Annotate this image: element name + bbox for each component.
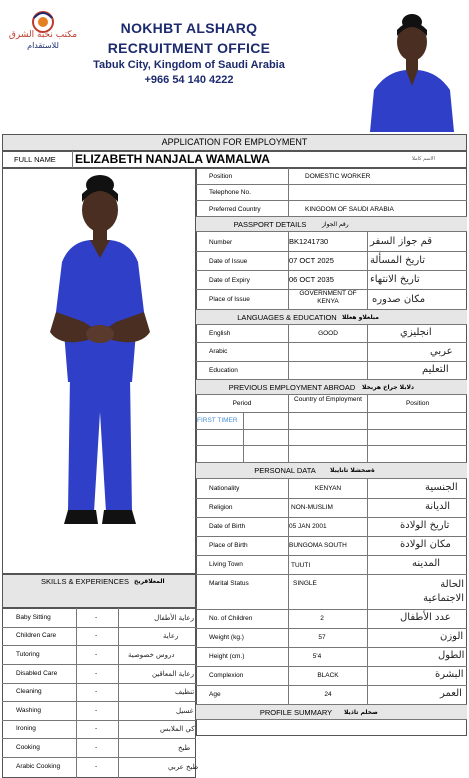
birthplace-label-ar: مكان الولادة bbox=[400, 539, 451, 550]
dob-label-ar: تاريخ الولادة bbox=[400, 520, 450, 531]
english-value: GOOD bbox=[318, 330, 338, 337]
skill-disabled-care-value: - bbox=[95, 670, 98, 677]
details-panel bbox=[196, 168, 467, 736]
marital-value: SINGLE bbox=[293, 580, 317, 587]
nationality-label-ar: الجنسية bbox=[425, 482, 458, 493]
passport-expiry-label: Date of Expiry bbox=[209, 277, 250, 284]
preferred-country-value: KINGDOM OF SAUDI ARABIA bbox=[305, 206, 394, 213]
employment-period-header: Period bbox=[232, 400, 252, 407]
height-label-ar: الطول bbox=[438, 650, 465, 661]
age-value: 24 bbox=[324, 691, 332, 698]
candidate-portrait-photo bbox=[366, 12, 458, 132]
height-label: Height (cm.) bbox=[209, 653, 245, 660]
skill-arabic-cooking-value: - bbox=[95, 763, 98, 770]
languages-section-title-ar: مبلغلاو هغللا bbox=[342, 314, 379, 321]
birthplace-value: BUNGOMA SOUTH bbox=[289, 542, 347, 549]
living-town-value: TUUTI bbox=[291, 562, 311, 569]
children-label: No. of Children bbox=[209, 615, 253, 622]
marital-label: Marital Status bbox=[209, 580, 249, 587]
application-title: APPLICATION FOR EMPLOYMENT bbox=[161, 137, 308, 147]
employment-first-timer: FIRST TIMER bbox=[197, 417, 238, 424]
full-name-value: ELIZABETH NANJALA WAMALWA bbox=[75, 152, 270, 166]
english-label-ar: انجليزي bbox=[400, 327, 432, 338]
religion-label: Religion bbox=[209, 504, 233, 511]
languages-section-title: LANGUAGES & EDUCATION bbox=[237, 313, 337, 322]
weight-value: 57 bbox=[318, 634, 326, 641]
living-town-label: Living Town bbox=[209, 561, 243, 568]
skill-baby-sitting-ar: رعاية الأطفال bbox=[154, 614, 194, 622]
passport-section-title: PASSPORT DETAILS bbox=[233, 220, 307, 229]
complexion-value: BLACK bbox=[317, 672, 339, 679]
skill-disabled-care-ar: رعاية المعاقين bbox=[151, 670, 194, 678]
skill-arabic-cooking-ar: طبخ عربي bbox=[168, 763, 199, 771]
company-subtitle: RECRUITMENT OFFICE bbox=[107, 40, 271, 56]
skill-arabic-cooking-label: Arabic Cooking bbox=[16, 763, 61, 770]
personal-section-title: PERSONAL DATA bbox=[254, 466, 316, 475]
telephone-label: Telephone No. bbox=[209, 189, 251, 196]
passport-issue-label-ar: تاريخ المسألة bbox=[370, 255, 426, 266]
full-name-label: FULL NAME bbox=[14, 155, 56, 164]
passport-place-label: Place of Issue bbox=[209, 296, 250, 303]
complexion-label: Complexion bbox=[209, 672, 244, 679]
age-label: Age bbox=[209, 691, 221, 698]
skill-children-care-ar: رعاية bbox=[163, 632, 179, 640]
skills-section-title: SKILLS & EXPERIENCES bbox=[41, 577, 129, 586]
education-label: Education bbox=[209, 367, 238, 374]
logo-arabic-name: مكتب نخبة الشرق bbox=[8, 30, 78, 40]
skills-section-title-ar: المعلاقريخ bbox=[134, 578, 165, 585]
candidate-full-body-photo bbox=[40, 172, 160, 542]
position-label: Position bbox=[209, 173, 233, 180]
company-name: NOKHBT ALSHARQ bbox=[120, 20, 258, 36]
skill-washing-label: Washing bbox=[16, 707, 42, 714]
passport-section-title-ar: رقم الجواز bbox=[322, 221, 349, 228]
employment-section-title: PREVIOUS EMPLOYMENT ABROAD bbox=[228, 383, 356, 392]
skill-ironing-ar: كي الملابس bbox=[160, 725, 195, 733]
weight-label-ar: الوزن bbox=[440, 631, 464, 642]
arabic-label-ar: عربي bbox=[430, 346, 453, 357]
children-value: 2 bbox=[320, 615, 324, 622]
passport-expiry-label-ar: تاريخ الانتهاء bbox=[370, 274, 420, 285]
height-value: 5'4 bbox=[312, 653, 322, 660]
personal-section-title-ar: ةصخشلا تانايبلا bbox=[330, 467, 375, 474]
skill-children-care-label: Children Care bbox=[16, 632, 57, 639]
education-label-ar: التعليم bbox=[422, 364, 449, 375]
skill-baby-sitting-label: Baby Sitting bbox=[16, 614, 51, 621]
age-label-ar: العمر bbox=[440, 688, 462, 699]
profile-summary-title: PROFILE SUMMARY bbox=[259, 708, 333, 717]
position-value: DOMESTIC WORKER bbox=[305, 173, 371, 180]
employment-position-header: Position bbox=[405, 400, 430, 407]
profile-summary-title-ar: صخلم تاذيلا bbox=[344, 709, 378, 716]
logo-arabic-sub: للاستقدام bbox=[27, 41, 59, 50]
dob-value: 05 JAN 2001 bbox=[289, 523, 327, 530]
passport-number-value: BK1241730 bbox=[289, 237, 329, 246]
religion-value: NON-MUSLIM bbox=[291, 504, 333, 511]
full-name-label-ar: الاسم كاملا bbox=[412, 156, 435, 162]
skill-tutoring-ar: دروس خصوصية bbox=[128, 651, 175, 659]
weight-label: Weight (kg.) bbox=[209, 634, 244, 641]
skill-tutoring-label: Tutoring bbox=[16, 651, 40, 658]
skill-cleaning-label: Cleaning bbox=[16, 688, 42, 695]
skill-cooking-label: Cooking bbox=[16, 744, 40, 751]
skill-cooking-value: - bbox=[95, 744, 98, 751]
employment-section-title-ar: دلابلا جراخ هربخلا bbox=[362, 384, 414, 391]
marital-label-ar: الحالة الاجتماعية bbox=[423, 579, 464, 604]
company-location: Tabuk City, Kingdom of Saudi Arabia bbox=[93, 59, 285, 71]
complexion-label-ar: البشرة bbox=[435, 669, 464, 680]
skill-ironing-label: Ironing bbox=[16, 725, 36, 732]
skill-cooking-ar: طبخ bbox=[178, 744, 191, 752]
nationality-label: Nationality bbox=[209, 485, 240, 492]
skill-disabled-care-label: Disabled Care bbox=[16, 670, 58, 677]
dob-label: Date of Birth bbox=[209, 523, 246, 530]
skill-baby-sitting-value: - bbox=[95, 614, 98, 621]
skill-cleaning-value: - bbox=[95, 688, 98, 695]
skill-washing-value: - bbox=[95, 707, 98, 714]
passport-issue-value: 07 OCT 2025 bbox=[289, 256, 334, 265]
skill-children-care-value: - bbox=[95, 632, 98, 639]
preferred-country-label: Preferred Country bbox=[209, 206, 261, 213]
skill-washing-ar: غسيل bbox=[176, 707, 194, 715]
skill-tutoring-value: - bbox=[95, 651, 98, 658]
passport-number-label: Number bbox=[209, 239, 233, 246]
arabic-label: Arabic bbox=[209, 348, 228, 355]
passport-issue-label: Date of Issue bbox=[209, 258, 248, 265]
religion-label-ar: الديانة bbox=[425, 501, 451, 512]
passport-number-label-ar: قم جواز السفر bbox=[370, 236, 433, 247]
company-phone: +966 54 140 4222 bbox=[144, 74, 234, 86]
passport-place-value: GOVERNMENT OF KENYA bbox=[299, 290, 357, 305]
employment-country-header: Country of Employment bbox=[294, 396, 362, 403]
passport-expiry-value: 06 OCT 2035 bbox=[289, 275, 334, 284]
living-town-label-ar: المدينه bbox=[412, 558, 441, 569]
children-label-ar: عدد الأطفال bbox=[400, 612, 451, 623]
nationality-value: KENYAN bbox=[314, 485, 342, 492]
birthplace-label: Place of Birth bbox=[209, 542, 248, 549]
passport-place-label-ar: مكان صدوره bbox=[372, 294, 426, 305]
skill-cleaning-ar: تنظيف bbox=[175, 688, 195, 696]
english-label: English bbox=[209, 330, 231, 337]
skill-ironing-value: - bbox=[95, 725, 98, 732]
